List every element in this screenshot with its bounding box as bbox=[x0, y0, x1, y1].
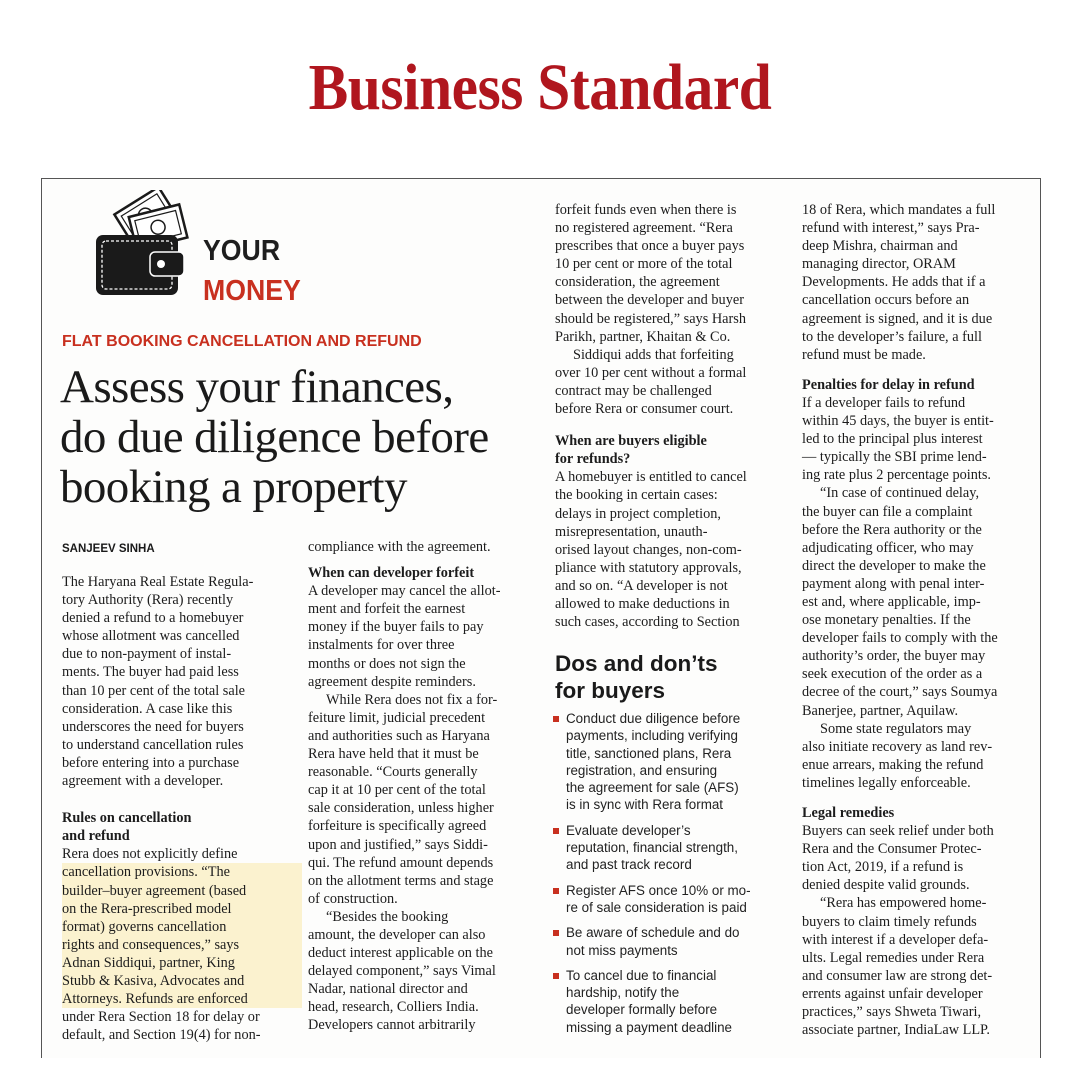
body-text-line: reasonable. “Courts generally bbox=[308, 764, 478, 781]
kicker-money: MONEY bbox=[203, 275, 301, 307]
dos-list-item bbox=[552, 924, 792, 959]
body-text-line: ose monetary penalties. If the bbox=[802, 612, 971, 629]
body-text-line: pliance with statutory approvals, bbox=[555, 559, 742, 576]
body-text-line: within 45 days, the buyer is entit- bbox=[802, 413, 994, 430]
body-text-line: consideration. A case like this bbox=[62, 700, 233, 717]
body-text-line: tion Act, 2019, if a refund is bbox=[802, 859, 964, 876]
subheading-line: and refund bbox=[62, 828, 130, 845]
body-text-line: enue arrears, making the refund bbox=[802, 756, 984, 773]
body-text-line: the buyer can file a complaint bbox=[802, 503, 973, 520]
dos-item-line: title, sanctioned plans, Rera bbox=[566, 745, 732, 761]
body-text-line: builder–buyer agreement (based bbox=[62, 882, 302, 900]
body-text-line: developer fails to comply with the bbox=[802, 630, 998, 647]
body-text-line: also initiate recovery as land rev- bbox=[802, 738, 993, 755]
body-text-line: than 10 per cent of the total sale bbox=[62, 682, 246, 699]
body-text-line: head, research, Colliers India. bbox=[308, 999, 479, 1016]
dos-item-line: and past track record bbox=[566, 857, 692, 873]
article-column-1 bbox=[62, 573, 302, 1044]
body-text-line: 10 per cent or more of the total bbox=[555, 256, 733, 273]
body-text-line: payment along with penal inter- bbox=[802, 575, 985, 592]
body-text-line: money if the buyer fails to pay bbox=[308, 619, 484, 636]
headline bbox=[60, 362, 560, 512]
body-text-line: Rera and the Consumer Protec- bbox=[802, 841, 982, 858]
body-text-line: seek execution of the order as a bbox=[802, 666, 983, 683]
body-text-line: direct the developer to make the bbox=[802, 557, 986, 574]
body-text-line: the booking in certain cases: bbox=[555, 487, 718, 504]
body-text-line: and consumer law are strong det- bbox=[802, 967, 993, 984]
dos-donts-title bbox=[555, 650, 718, 704]
paragraph-gap bbox=[802, 364, 1037, 376]
dos-donts-list bbox=[552, 710, 792, 1044]
dos-item-line: Register AFS once 10% or mo- bbox=[566, 882, 751, 898]
dos-item-line: is in sync with Rera format bbox=[566, 797, 724, 813]
body-text-line: agreement is signed, and it is due bbox=[802, 310, 993, 327]
dos-item-line: re of sale consideration is paid bbox=[566, 899, 747, 915]
body-text-line: and authorities such as Haryana bbox=[308, 727, 490, 744]
body-text-line: cancellation occurs before an bbox=[802, 292, 970, 309]
subheading-line: for refunds? bbox=[555, 451, 631, 468]
body-text-line: compliance with the agreement. bbox=[308, 539, 491, 555]
dos-title-line: Dos and don’ts bbox=[555, 651, 718, 676]
byline: SANJEEV SINHA bbox=[62, 543, 155, 555]
body-text-line: associate partner, IndiaLaw LLP. bbox=[802, 1022, 990, 1039]
body-text-line: refund with interest,” says Pra- bbox=[802, 220, 980, 237]
body-text-line: Some state regulators may bbox=[820, 720, 972, 737]
body-text-line: The Haryana Real Estate Regula- bbox=[62, 574, 254, 590]
body-text-line: whose allotment was cancelled bbox=[62, 628, 240, 645]
dos-item-line: missing a payment deadline bbox=[566, 1019, 732, 1035]
body-text-line: agreement with a developer. bbox=[62, 773, 224, 790]
body-text-line: Nadar, national director and bbox=[308, 981, 468, 998]
body-text-line: adjudicating officer, who may bbox=[802, 539, 974, 556]
dos-item-line: payments, including verifying bbox=[566, 728, 738, 744]
body-text-line: such cases, according to Section bbox=[555, 614, 740, 631]
dos-title-line: for buyers bbox=[555, 678, 666, 703]
bullet-square-icon bbox=[553, 930, 559, 936]
article-column-2 bbox=[308, 538, 548, 1035]
body-text-line: before Rera or consumer court. bbox=[555, 401, 734, 418]
paragraph-gap bbox=[62, 790, 302, 809]
subheading-line: Rules on cancellation bbox=[62, 810, 192, 827]
body-text-line: feiture limit, judicial precedent bbox=[308, 709, 486, 726]
dos-item-line: Evaluate developer’s bbox=[566, 822, 691, 838]
dos-list-item bbox=[552, 822, 792, 874]
headline-line: Assess your finances, bbox=[60, 361, 454, 413]
body-text-line: with interest if a developer defa- bbox=[802, 931, 989, 948]
article-column-3 bbox=[555, 201, 795, 631]
body-text-line: “Rera has empowered home- bbox=[820, 895, 987, 912]
body-text-line: Attorneys. Refunds are enforced bbox=[62, 990, 302, 1008]
body-text-line: Buyers can seek relief under both bbox=[802, 823, 994, 840]
body-text-line: no registered agreement. “Rera bbox=[555, 220, 733, 237]
body-text-line: — typically the SBI prime lend- bbox=[802, 449, 987, 466]
body-text-line: Adnan Siddiqui, partner, King bbox=[62, 954, 302, 972]
body-text-line: on the Rera-prescribed model bbox=[62, 900, 302, 918]
dos-item-line: developer formally before bbox=[566, 1002, 718, 1018]
body-text-line: Rera have held that it must be bbox=[308, 746, 479, 763]
bullet-square-icon bbox=[553, 828, 559, 834]
dos-list-item bbox=[552, 882, 792, 917]
wallet-icon bbox=[90, 190, 200, 300]
body-text-line: refund must be made. bbox=[802, 346, 926, 363]
bullet-square-icon bbox=[553, 888, 559, 894]
body-text-line: forfeiture is specifically agreed bbox=[308, 818, 487, 835]
body-text-line: authority’s order, the buyer may bbox=[802, 648, 986, 665]
body-text-line: A developer may cancel the allot- bbox=[308, 583, 501, 600]
subheading-line: Penalties for delay in refund bbox=[802, 376, 975, 393]
body-text-line: managing director, ORAM bbox=[802, 256, 956, 273]
body-text-line: A homebuyer is entitled to cancel bbox=[555, 469, 747, 486]
body-text-line: amount, the developer can also bbox=[308, 926, 486, 943]
body-text-line: to the developer’s failure, a full bbox=[802, 328, 982, 345]
subheading-line: Legal remedies bbox=[802, 805, 895, 821]
body-text-line: under Rera Section 18 for delay or bbox=[62, 1009, 260, 1026]
body-text-line: over 10 per cent without a formal bbox=[555, 364, 747, 381]
subheading-line: When are buyers eligible bbox=[555, 433, 707, 450]
dos-item-line: hardship, notify the bbox=[566, 985, 680, 1001]
bullet-square-icon bbox=[553, 716, 559, 722]
body-text-line: rights and consequences,” says bbox=[62, 936, 302, 954]
body-text-line: delayed component,” says Vimal bbox=[308, 963, 496, 980]
body-text-line: allowed to make deductions in bbox=[555, 595, 730, 612]
body-text-line: instalments for over three bbox=[308, 637, 455, 654]
dos-item-line: not miss payments bbox=[566, 942, 678, 958]
body-text-line: tory Authority (Rera) recently bbox=[62, 592, 234, 609]
body-text-line: on the allotment terms and stage bbox=[308, 872, 494, 889]
body-text-line: Developments. He adds that if a bbox=[802, 274, 986, 291]
bullet-square-icon bbox=[553, 973, 559, 979]
body-text-line: default, and Section 19(4) for non- bbox=[62, 1027, 261, 1044]
dos-item-line: reputation, financial strength, bbox=[566, 840, 738, 856]
body-text-line: errents against unfair developer bbox=[802, 985, 983, 1002]
body-text-line: qui. The refund amount depends bbox=[308, 854, 494, 871]
body-text-line: “In case of continued delay, bbox=[820, 485, 980, 502]
body-text-line: consideration, the agreement bbox=[555, 274, 720, 291]
body-text-line: 18 of Rera, which mandates a full bbox=[802, 202, 996, 218]
body-text-line: If a developer fails to refund bbox=[802, 394, 966, 411]
body-text-line: cancellation provisions. “The bbox=[62, 863, 302, 881]
body-text-line: before entering into a purchase bbox=[62, 754, 240, 771]
body-text-line: delays in project completion, bbox=[555, 505, 721, 522]
body-text-line: buyers to claim timely refunds bbox=[802, 913, 977, 930]
kicker-your: YOUR bbox=[203, 235, 281, 267]
body-text-line: to understand cancellation rules bbox=[62, 736, 244, 753]
body-text-line: Rera does not explicitly define bbox=[62, 846, 238, 863]
body-text-line: ments. The buyer had paid less bbox=[62, 664, 239, 681]
body-text-line: agreement despite reminders. bbox=[308, 673, 476, 690]
body-text-line: deduct interest applicable on the bbox=[308, 945, 493, 962]
subheading-line: When can developer forfeit bbox=[308, 565, 475, 582]
dos-item-line: Be aware of schedule and do bbox=[566, 925, 740, 941]
body-text-line: underscores the need for buyers bbox=[62, 718, 244, 735]
body-text-line: practices,” says Shweta Tiwari, bbox=[802, 1004, 982, 1021]
body-text-line: timelines legally enforceable. bbox=[802, 774, 971, 791]
paragraph-gap bbox=[802, 792, 1037, 804]
body-text-line: Developers cannot arbitrarily bbox=[308, 1017, 476, 1034]
paragraph-gap bbox=[555, 418, 795, 432]
body-text-line: orised layout changes, non-com- bbox=[555, 541, 742, 558]
dos-item-line: Conduct due diligence before bbox=[566, 711, 741, 726]
body-text-line: forfeit funds even when there is bbox=[555, 202, 737, 218]
section-label: FLAT BOOKING CANCELLATION AND REFUND bbox=[62, 333, 422, 350]
body-text-line: ing rate plus 2 percentage points. bbox=[802, 467, 991, 484]
body-text-line: between the developer and buyer bbox=[555, 292, 744, 309]
body-text-line: misrepresentation, unauth- bbox=[555, 523, 708, 540]
body-text-line: Stubb & Kasiva, Advocates and bbox=[62, 972, 302, 990]
body-text-line: prescribes that once a buyer pays bbox=[555, 238, 745, 255]
body-text-line: est and, where applicable, imp- bbox=[802, 593, 981, 610]
body-text-line: denied despite valid grounds. bbox=[802, 877, 970, 894]
body-text-line: ults. Legal remedies under Rera bbox=[802, 949, 985, 966]
dos-list-item bbox=[552, 967, 792, 1036]
body-text-line: should be registered,” says Harsh bbox=[555, 310, 746, 327]
body-text-line: cap it at 10 per cent of the total bbox=[308, 782, 486, 799]
body-text-line: deep Mishra, chairman and bbox=[802, 238, 958, 255]
body-text-line: “Besides the booking bbox=[326, 908, 449, 925]
headline-line: do due diligence before bbox=[60, 411, 489, 463]
body-text-line: ment and forfeit the earnest bbox=[308, 601, 466, 618]
body-text-line: contract may be challenged bbox=[555, 382, 712, 399]
body-text-line: format) governs cancellation bbox=[62, 918, 302, 936]
body-text-line: led to the principal plus interest bbox=[802, 431, 983, 448]
masthead-logo: Business Standard bbox=[308, 51, 772, 124]
body-text-line: upon and justified,” says Siddi- bbox=[308, 836, 488, 853]
dos-item-line: the agreement for sale (AFS) bbox=[566, 780, 739, 796]
paragraph-gap bbox=[308, 556, 548, 564]
body-text-line: denied a refund to a homebuyer bbox=[62, 610, 244, 627]
body-text-line: sale consideration, unless higher bbox=[308, 800, 494, 817]
body-text-line: before the Rera authority or the bbox=[802, 521, 982, 538]
body-text-line: due to non-payment of instal- bbox=[62, 646, 232, 663]
body-text-line: months or does not sign the bbox=[308, 655, 466, 672]
body-text-line: Siddiqui adds that forfeiting bbox=[573, 346, 734, 363]
body-text-line: While Rera does not fix a for- bbox=[326, 691, 498, 708]
dos-list-item bbox=[552, 710, 792, 814]
body-text-line: Parikh, partner, Khaitan & Co. bbox=[555, 328, 731, 345]
headline-line: booking a property bbox=[60, 461, 407, 513]
body-text-line: and so on. “A developer is not bbox=[555, 577, 728, 594]
body-text-line: of construction. bbox=[308, 890, 398, 907]
article-column-4 bbox=[802, 201, 1037, 1039]
dos-item-line: registration, and ensuring bbox=[566, 762, 718, 778]
dos-item-line: To cancel due to financial bbox=[566, 967, 717, 983]
body-text-line: decree of the court,” says Soumya bbox=[802, 684, 998, 701]
body-text-line: Banerjee, partner, Aquilaw. bbox=[802, 702, 959, 719]
